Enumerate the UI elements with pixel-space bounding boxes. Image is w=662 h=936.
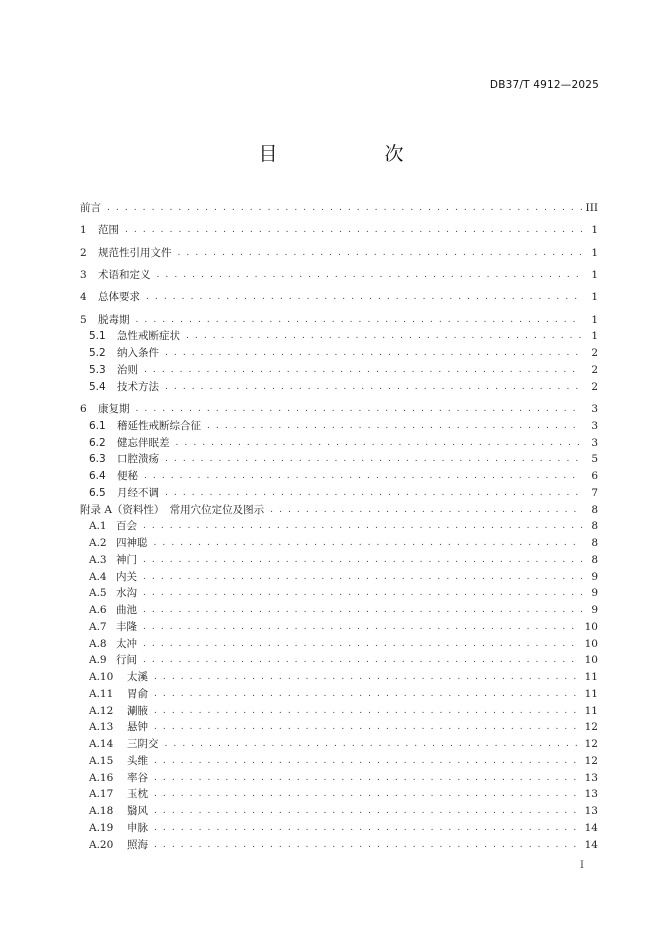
toc-page: 14 xyxy=(584,821,598,834)
toc-entry-a-7[interactable] xyxy=(80,619,598,636)
toc-label: 健忘伴眠差 xyxy=(117,436,170,449)
toc-number: 5.4 xyxy=(89,380,106,393)
toc-entry-a-5[interactable] xyxy=(80,585,598,602)
toc-entry-a-1[interactable] xyxy=(80,518,598,535)
leader-dots xyxy=(207,418,582,435)
toc-label: 申脉 xyxy=(127,821,148,834)
toc-page: 3 xyxy=(591,403,598,416)
leader-dots xyxy=(125,222,582,239)
toc-entry-a-17[interactable] xyxy=(80,786,598,803)
toc-number: 5.1 xyxy=(89,330,106,343)
toc-label: 脱毒期 xyxy=(98,313,130,326)
toc-entry-annex-a[interactable] xyxy=(80,502,598,519)
toc-number: A.5 xyxy=(89,587,107,600)
toc-entry-a-13[interactable] xyxy=(80,719,598,736)
toc-page: 8 xyxy=(591,537,598,550)
toc-page: 9 xyxy=(591,604,598,617)
toc-label: 术语和定义 xyxy=(98,269,151,282)
toc-entry-6-1[interactable] xyxy=(80,418,598,435)
toc-page: 3 xyxy=(591,419,598,432)
toc-entry-4[interactable] xyxy=(80,289,598,306)
leader-dots xyxy=(154,753,581,770)
toc-entry-5-2[interactable] xyxy=(80,345,598,362)
toc-number: 5 xyxy=(80,313,87,326)
toc-label: 治则 xyxy=(117,363,138,376)
toc-label: 翳风 xyxy=(127,805,148,818)
page-number: I xyxy=(580,860,584,871)
leader-dots xyxy=(154,820,581,837)
toc-page: III xyxy=(585,202,598,214)
leader-dots xyxy=(176,435,583,452)
leader-dots xyxy=(270,502,582,519)
toc-entry-a-15[interactable] xyxy=(80,753,598,770)
toc-label: 三阴交 xyxy=(127,738,159,751)
leader-dots xyxy=(154,686,581,703)
toc-label: 玉枕 xyxy=(127,788,148,801)
leader-dots xyxy=(154,803,581,820)
toc-number: 6.1 xyxy=(89,419,106,432)
toc-label: 曲池 xyxy=(116,604,137,617)
toc-label: 纳入条件 xyxy=(117,347,159,360)
leader-dots xyxy=(165,345,582,362)
toc-number: A.18 xyxy=(89,805,114,818)
toc-number: 1 xyxy=(80,224,87,237)
leader-dots xyxy=(186,328,582,345)
toc-page: 2 xyxy=(591,347,598,360)
toc-number: A.3 xyxy=(89,553,107,566)
toc-label: 太溪 xyxy=(127,671,148,684)
toc-label: 规范性引用文件 xyxy=(98,246,172,259)
toc-label: 率谷 xyxy=(127,771,148,784)
toc-number: 2 xyxy=(80,246,87,259)
toc-entry-2[interactable] xyxy=(80,245,598,262)
page-title: 目 次 xyxy=(258,143,448,165)
toc-number: A.12 xyxy=(89,704,114,717)
toc-page: 13 xyxy=(584,771,598,784)
toc-number: A.17 xyxy=(89,788,114,801)
toc-page: 12 xyxy=(584,754,598,767)
leader-dots xyxy=(143,636,581,653)
toc-entry-6-5[interactable] xyxy=(80,485,598,502)
toc-label: 太冲 xyxy=(116,637,137,650)
toc-page: 9 xyxy=(591,587,598,600)
toc-page: 13 xyxy=(584,788,598,801)
toc-number: 5.2 xyxy=(89,347,106,360)
toc-page: 10 xyxy=(584,637,598,650)
toc-number: A.1 xyxy=(89,520,107,533)
toc-label: 月经不调 xyxy=(117,486,159,499)
leader-dots xyxy=(165,736,581,753)
toc-number: 4 xyxy=(80,291,87,304)
toc-number: A.19 xyxy=(89,821,114,834)
toc-page: 1 xyxy=(591,313,598,326)
toc-label: 神门 xyxy=(116,553,137,566)
toc-number: 5.3 xyxy=(89,363,106,376)
toc-page: 7 xyxy=(591,486,598,499)
toc-page: 12 xyxy=(584,738,598,751)
toc-entry-5-4[interactable] xyxy=(80,379,598,396)
toc-entry-a-8[interactable] xyxy=(80,636,598,653)
toc-label: 便秘 xyxy=(117,470,138,483)
toc-label: 前言 xyxy=(80,202,101,214)
toc-entry-a-18[interactable] xyxy=(80,803,598,820)
toc-number: 6.3 xyxy=(89,453,106,466)
toc-number: A.16 xyxy=(89,771,114,784)
leader-dots xyxy=(144,468,582,485)
toc-number: A.10 xyxy=(89,671,114,684)
toc-entry-5-1[interactable] xyxy=(80,328,598,345)
toc-number: A.13 xyxy=(89,721,114,734)
toc-label: 悬钟 xyxy=(127,721,148,734)
leader-dots xyxy=(136,312,583,329)
toc-entry-a-12[interactable] xyxy=(80,703,598,720)
toc-label: 照海 xyxy=(127,838,148,851)
toc-page: 8 xyxy=(591,503,598,516)
leader-dots xyxy=(154,719,581,736)
toc-page: 9 xyxy=(591,570,598,583)
toc-label: 水沟 xyxy=(116,587,137,600)
toc-page: 3 xyxy=(591,436,598,449)
leader-dots xyxy=(143,518,582,535)
toc-page: 1 xyxy=(591,224,598,237)
toc-entry-3[interactable] xyxy=(80,267,598,284)
leader-dots xyxy=(143,585,582,602)
toc-entry-a-3[interactable] xyxy=(80,552,598,569)
leader-dots xyxy=(165,485,582,502)
toc-entry-a-20[interactable] xyxy=(80,837,598,854)
toc-entry-1[interactable] xyxy=(80,222,598,239)
toc-page: 8 xyxy=(591,520,598,533)
toc-entry-6[interactable] xyxy=(80,401,598,418)
toc-page: 12 xyxy=(584,721,598,734)
leader-dots xyxy=(143,602,582,619)
toc-number: A.8 xyxy=(89,637,107,650)
toc-label: 四神聪 xyxy=(116,537,148,550)
leader-dots xyxy=(154,837,581,854)
toc-entry-5-3[interactable] xyxy=(80,362,598,379)
toc-page: 1 xyxy=(591,269,598,282)
toc-page: 10 xyxy=(584,620,598,633)
toc-label: 口腔溃疡 xyxy=(117,453,159,466)
toc-number: 3 xyxy=(80,269,87,282)
leader-dots xyxy=(143,569,582,586)
toc-number: A.2 xyxy=(89,537,107,550)
leader-dots xyxy=(146,289,582,306)
leader-dots xyxy=(154,703,581,720)
toc-label: 胃俞 xyxy=(127,687,148,700)
leader-dots xyxy=(154,535,583,552)
toc-number: A.11 xyxy=(89,687,114,700)
toc-label: 涮腋 xyxy=(127,704,148,717)
toc-label: 总体要求 xyxy=(98,291,140,304)
leader-dots xyxy=(157,267,583,284)
leader-dots xyxy=(154,669,581,686)
leader-dots xyxy=(136,401,583,418)
document-code: DB37/T 4912—2025 xyxy=(489,79,599,91)
leader-dots xyxy=(154,786,581,803)
toc-label: 百会 xyxy=(116,520,137,533)
toc-label: 内关 xyxy=(116,570,137,583)
toc-label: 头维 xyxy=(127,754,148,767)
toc-entry-a-14[interactable] xyxy=(80,736,598,753)
leader-dots xyxy=(154,770,581,787)
leader-dots xyxy=(107,200,582,217)
leader-dots xyxy=(144,362,582,379)
leader-dots xyxy=(143,619,581,636)
toc-number: A.14 xyxy=(89,738,114,751)
toc-page: 1 xyxy=(591,246,598,259)
toc-page: 13 xyxy=(584,805,598,818)
toc-page: 2 xyxy=(591,380,598,393)
leader-dots xyxy=(165,451,582,468)
toc-page: 5 xyxy=(591,453,598,466)
leader-dots xyxy=(165,379,582,396)
toc-page: 11 xyxy=(584,704,598,717)
toc-number: A.15 xyxy=(89,754,114,767)
toc-number: A.7 xyxy=(89,620,107,633)
toc-page: 6 xyxy=(591,470,598,483)
toc-page: 8 xyxy=(591,553,598,566)
toc-entry-5[interactable] xyxy=(80,312,598,329)
toc-page: 2 xyxy=(591,363,598,376)
toc-entry-6-4[interactable] xyxy=(80,468,598,485)
toc-entry-a-19[interactable] xyxy=(80,820,598,837)
toc-entry-a-4[interactable] xyxy=(80,569,598,586)
toc-page: 1 xyxy=(591,330,598,343)
toc-page: 14 xyxy=(584,838,598,851)
toc-number: 6.4 xyxy=(89,470,106,483)
toc-label: 稽延性戒断综合征 xyxy=(117,419,201,432)
table-of-contents xyxy=(80,200,598,853)
toc-entry-a-11[interactable] xyxy=(80,686,598,703)
leader-dots xyxy=(143,652,581,669)
toc-page: 11 xyxy=(584,671,598,684)
toc-entry-preface[interactable] xyxy=(80,200,598,217)
toc-page: 11 xyxy=(584,687,598,700)
toc-number: 6.5 xyxy=(89,486,106,499)
toc-label: 附录 A（资料性） 常用穴位定位及图示 xyxy=(80,503,265,516)
toc-entry-a-9[interactable] xyxy=(80,652,598,669)
toc-label: 丰隆 xyxy=(116,620,137,633)
toc-page: 10 xyxy=(584,654,598,667)
toc-entry-a-2[interactable] xyxy=(80,535,598,552)
toc-label: 急性戒断症状 xyxy=(117,330,180,343)
toc-label: 行间 xyxy=(116,654,137,667)
toc-page: 1 xyxy=(591,291,598,304)
toc-number: A.4 xyxy=(89,570,107,583)
toc-entry-a-10[interactable] xyxy=(80,669,598,686)
toc-entry-6-2[interactable] xyxy=(80,435,598,452)
toc-entry-a-6[interactable] xyxy=(80,602,598,619)
toc-label: 康复期 xyxy=(98,403,130,416)
toc-number: A.9 xyxy=(89,654,107,667)
toc-number: 6 xyxy=(80,403,87,416)
toc-label: 技术方法 xyxy=(117,380,159,393)
leader-dots xyxy=(178,245,583,262)
toc-number: A.20 xyxy=(89,838,114,851)
leader-dots xyxy=(143,552,582,569)
toc-entry-6-3[interactable] xyxy=(80,451,598,468)
toc-label: 范围 xyxy=(98,224,119,237)
toc-number: 6.2 xyxy=(89,436,106,449)
toc-number: A.6 xyxy=(89,604,107,617)
toc-entry-a-16[interactable] xyxy=(80,770,598,787)
